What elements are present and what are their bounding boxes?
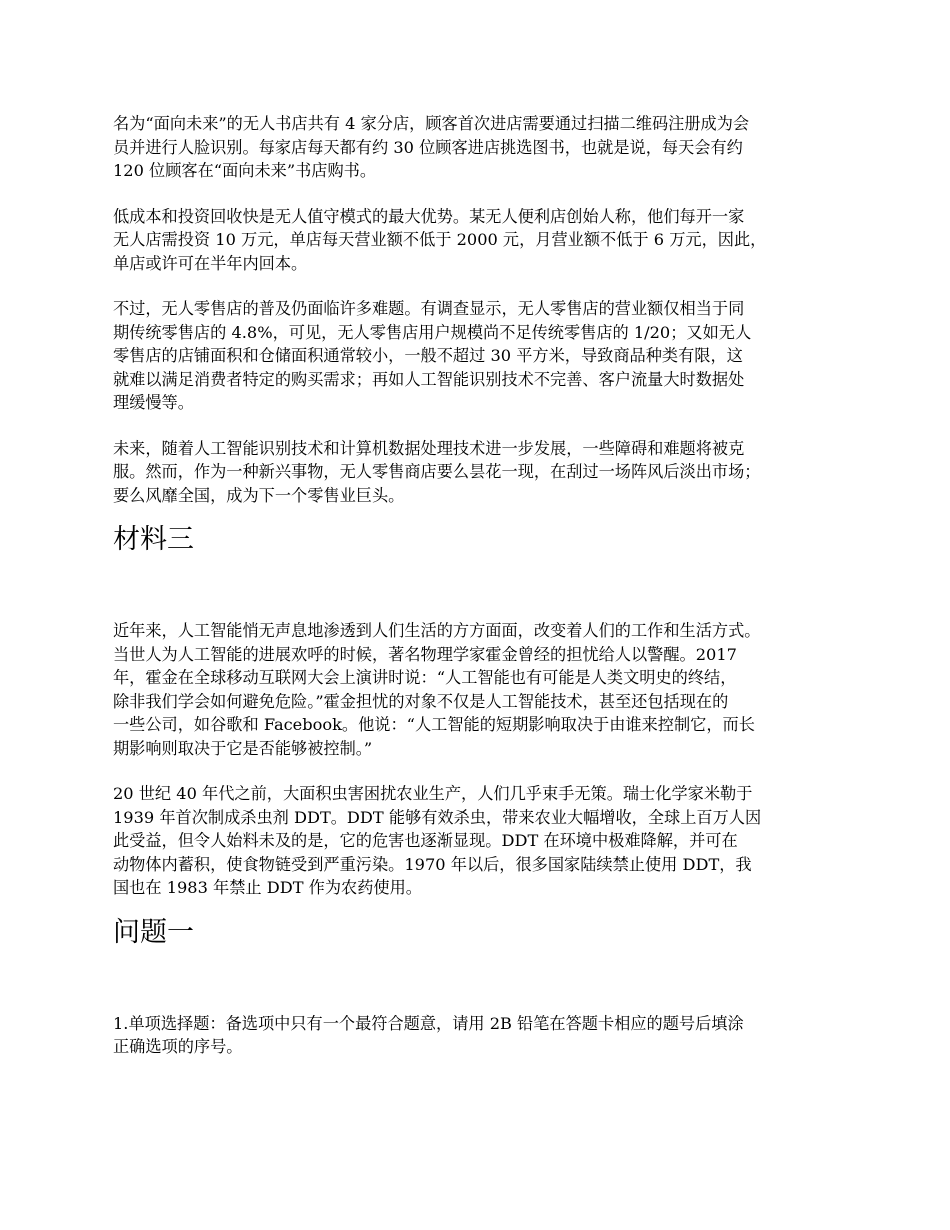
question-instruction: 1.单项选择题：备选项中只有一个最符合题意，请用 2B 铅笔在答题卡相应的题号后填涂 正确选项的序号。 bbox=[113, 1013, 744, 1056]
paragraph-low-cost: 低成本和投资回收快是无人值守模式的最大优势。某无人便利店创始人称，他们每开一家 无人店需投资 10 万元，单店每天营业额不低于 2000 元，月营业额不低于 6 万元，因此， 单店或许可在半年内回本。 bbox=[113, 206, 767, 273]
heading-question-one: 问题一 bbox=[113, 916, 194, 948]
paragraph-future: 未来，随着人工智能识别技术和计算机数据处理技术进一步发展，一些障碍和难题将被克 服。然而，作为一种新兴事物，无人零售商店要么昙花一现，在刮过一场阵风后淡出市场； 要么风靡全国，成为下一个零售业巨头。 bbox=[113, 438, 761, 505]
paragraph-difficulties: 不过，无人零售店的普及仍面临许多难题。有调查显示，无人零售店的营业额仅相当于同 期传统零售店的 4.8%，可见，无人零售店用户规模尚不足传统零售店的 1/20；又如无人 零售店的店铺面积和仓储面积通常较小，一般不超过 30 平方米，导致商品种类有限，这 就难以满足消费者特定的购买需求；再如人工智能识别技术不完善、客户流量大时数据处 理缓慢等。 bbox=[113, 299, 752, 412]
paragraph-bookstore: 名为“面向未来”的无人书店共有 4 家分店，顾客首次进店需要通过扫描二维码注册成为会 员并进行人脸识别。每家店每天都有约 30 位顾客进店挑选图书，也就是说，每天会有约 120 位顾客在“面向未来”书店购书。 bbox=[113, 114, 750, 180]
heading-material-three: 材料三 bbox=[113, 524, 194, 555]
paragraph-ddt: 20 世纪 40 年代之前，大面积虫害困扰农业生产，人们几乎束手无策。瑞士化学家米勒于 1939 年首次制成杀虫剂 DDT。DDT 能够有效杀虫，带来农业大幅增收，全球上百万人因 此受益，但令人始料未及的是，它的危害也逐渐显现。DDT 在环境中极难降解，并可在 动物体内蓄积，使食物链受到严重污染。1970 年以后，很多国家陆续禁止使用 DDT，我 国也在 1983 年禁止 DDT 作为农药使用。 bbox=[113, 784, 762, 897]
document-page bbox=[113, 112, 853, 1059]
paragraph-hawking: 近年来，人工智能悄无声息地渗透到人们生活的方方面面，改变着人们的工作和生活方式。 当世人为人工智能的进展欢呼的时候，著名物理学家霍金曾经的担忧给人以警醒。2017 年，霍金在全球移动互联网大会上演讲时说：“人工智能也有可能是人类文明史的终结， 除非我们学会如何避免危险。”霍金担忧的对象不仅是人工智能技术，甚至还包括现在的 一些公司，如谷歌和 Facebook。他说：“人工智能的短期影响取决于由谁来控制它，而长 期影响则取决于它是否能够被控制。” bbox=[113, 621, 761, 758]
